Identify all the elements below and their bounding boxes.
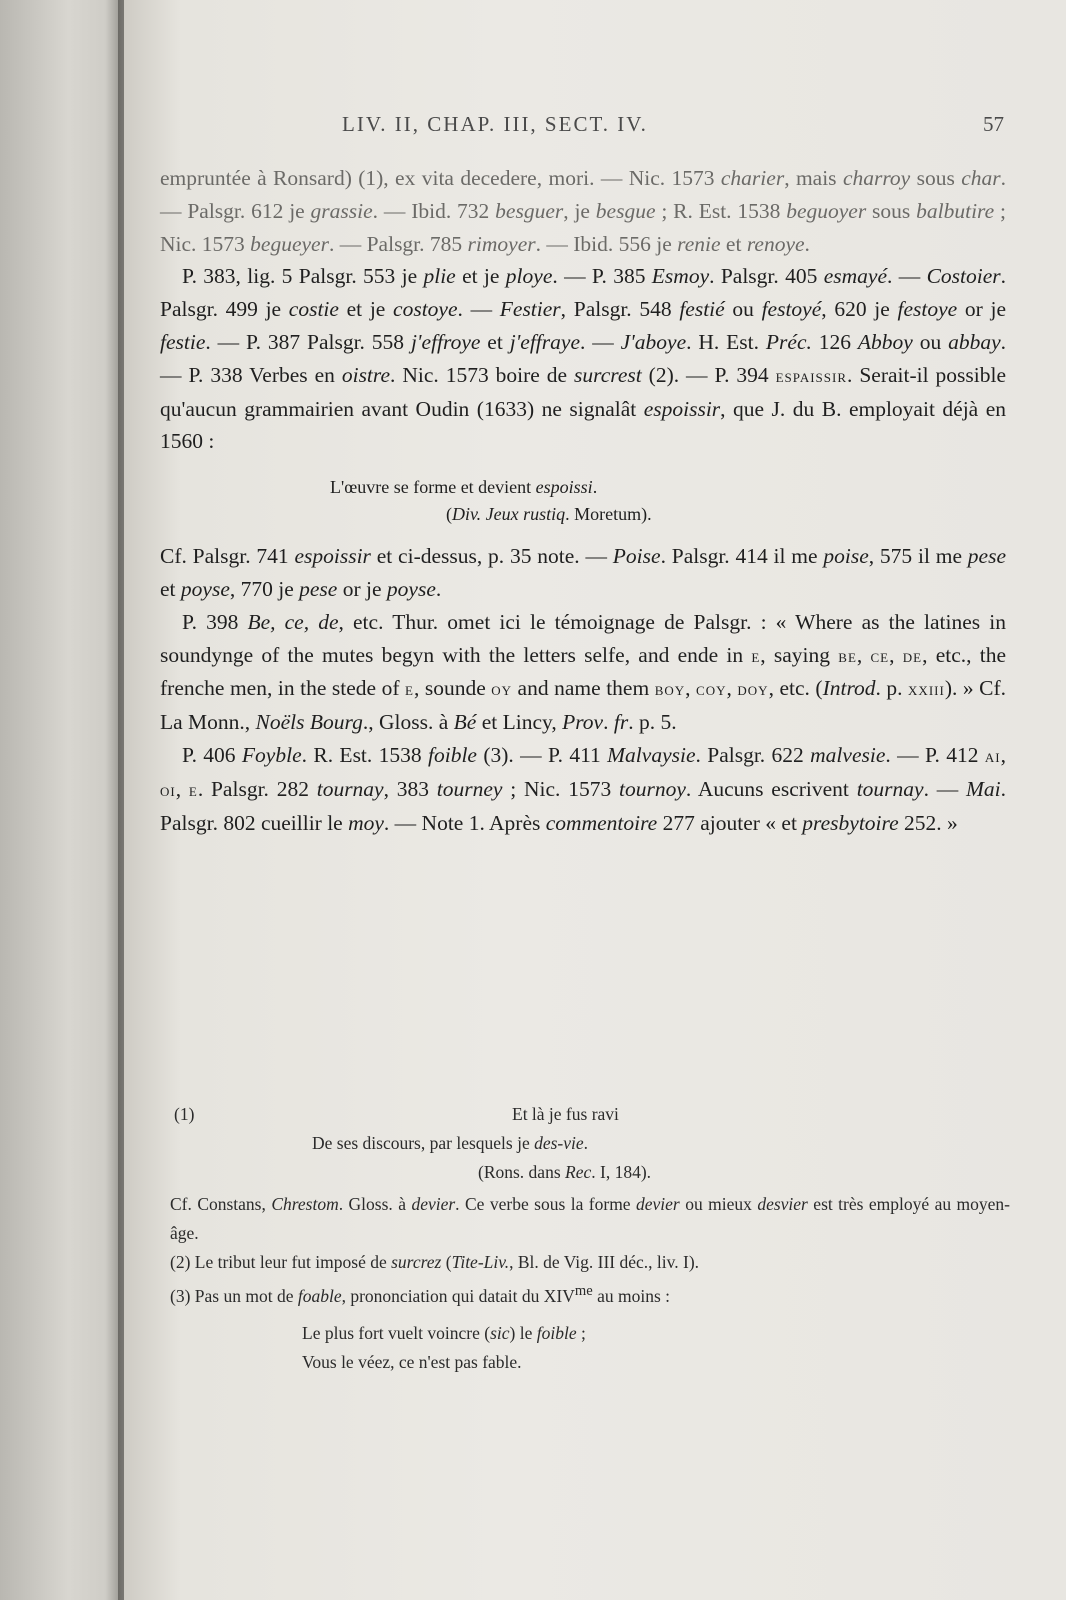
text-run: . Ce verbe sous la forme — [455, 1194, 637, 1214]
text-run: P. 398 — [182, 609, 248, 634]
italic-term: besgue — [595, 198, 656, 223]
italic-term: Be, ce, de — [247, 609, 339, 634]
text-run: ., Gloss. à — [362, 710, 454, 735]
text-run: , 620 je — [821, 297, 898, 322]
italic-term: renie — [677, 231, 721, 256]
footnote-1-verse — [170, 1100, 1010, 1190]
text-run: . I, 184). — [591, 1162, 652, 1182]
footnotes — [170, 1100, 1010, 1377]
small-caps-term: boy — [654, 679, 686, 700]
text-run: me — [574, 1283, 593, 1299]
footnote-2 — [170, 1248, 1010, 1277]
footnote-1-text — [170, 1190, 1010, 1248]
text-run: , Palsgr. 548 — [560, 297, 680, 322]
text-run: , — [726, 676, 738, 701]
text-run: Le plus fort vuelt voincre ( — [302, 1322, 491, 1343]
text-run: . — Palsgr. 612 je — [160, 166, 1007, 223]
text-run: , 770 je — [229, 576, 300, 601]
text-run: . Gloss. à — [338, 1194, 412, 1214]
italic-term: festié — [679, 297, 725, 322]
text-run: . Palsgr. 405 — [709, 264, 824, 289]
text-run: . — [583, 1133, 589, 1153]
text-run: . p. — [875, 676, 909, 701]
text-run: . — P. 387 Palsgr. 558 — [205, 329, 411, 354]
italic-term: surcrez — [391, 1252, 442, 1272]
text-run: ) le — [509, 1322, 537, 1343]
italic-term: pese — [967, 544, 1006, 569]
italic-term: espoissir — [643, 396, 721, 421]
running-head — [124, 112, 1066, 138]
text-run: et Lincy, — [476, 710, 563, 735]
italic-term: charroy — [842, 166, 911, 190]
text-run: . R. Est. 1538 — [301, 742, 429, 767]
text-run: (Rons. dans — [478, 1162, 566, 1182]
footnote-3-verse-line-2 — [170, 1348, 1010, 1377]
text-run: , — [856, 642, 871, 667]
text-run: , — [1000, 742, 1006, 767]
text-run: , saying — [760, 642, 839, 667]
italic-term: tournoy — [618, 776, 686, 801]
text-run: L'œuvre se forme et devient — [330, 477, 536, 498]
footnote-3 — [170, 1277, 1010, 1311]
text-run: . Palsgr. 802 cueillir le — [160, 776, 1007, 835]
italic-term: pese — [299, 576, 338, 601]
text-run: ; Nic. 1573 — [502, 776, 619, 801]
italic-term: rimoyer — [467, 231, 536, 256]
text-run: (3). — P. 411 — [476, 742, 608, 767]
italic-term: tournay — [856, 776, 924, 801]
facing-page-edge — [0, 0, 124, 1600]
italic-term: beguoyer — [786, 198, 867, 223]
verse-line-2 — [312, 1129, 588, 1158]
text-run: et — [480, 329, 510, 354]
italic-term: devier — [636, 1194, 680, 1214]
text-run: ou — [912, 329, 949, 354]
italic-term: malvesie — [810, 742, 886, 767]
italic-term: Bé — [453, 710, 477, 735]
text-run: . — [435, 576, 442, 601]
italic-term: Tite-Liv. — [451, 1252, 510, 1272]
italic-term: ploye — [505, 264, 553, 289]
text-run: . H. Est. — [686, 329, 766, 354]
italic-term: Prov — [562, 710, 604, 735]
quote-source — [160, 501, 1006, 528]
text-run: . — P. 412 — [885, 742, 985, 767]
text-run: . Palsgr. 622 — [695, 742, 811, 767]
small-caps-term: ai — [984, 745, 1001, 766]
paragraph-3 — [160, 540, 1006, 606]
italic-term: Costoier — [926, 264, 1001, 289]
text-run: . — — [457, 297, 500, 322]
text-run: au moins : — [592, 1285, 670, 1306]
small-caps-term: oi — [160, 779, 176, 800]
text-run: . Palsgr. 414 il me — [660, 544, 824, 569]
text-run: sous — [910, 166, 962, 190]
text-run: . — P. 385 — [552, 264, 652, 289]
text-run: . — — [887, 264, 927, 289]
text-run: et je — [455, 264, 506, 289]
verse-line-1 — [512, 1100, 619, 1129]
text-run: Cf. Palsgr. 741 — [160, 544, 295, 569]
italic-term: plie — [423, 264, 456, 289]
text-run: ( — [441, 1252, 452, 1272]
text-run: et — [160, 576, 181, 601]
text-run: , que J. du B. employait déjà en 1560 : — [160, 396, 1006, 454]
page-number: 57 — [983, 112, 1004, 136]
text-run: . — Ibid. 556 je — [535, 231, 678, 256]
small-caps-term: oy — [491, 679, 513, 700]
text-run: et ci-dessus, p. 35 note. — — [370, 544, 613, 569]
italic-term: begueyer — [250, 231, 329, 256]
text-run: ; — [576, 1322, 586, 1343]
text-run: . Aucuns escrivent — [685, 776, 857, 801]
italic-term: balbutire — [916, 198, 995, 223]
italic-term: foable — [297, 1285, 342, 1306]
text-run: (2). — P. 394 — [641, 362, 776, 387]
main-text — [160, 162, 1006, 839]
text-run: or je — [957, 297, 1006, 322]
footnote-1-marker: (1) — [174, 1104, 195, 1124]
text-run: , etc., the frenche men, in the stede of — [160, 642, 1007, 701]
italic-term: esmayé — [823, 264, 887, 289]
footnote-3-verse-line-1 — [170, 1319, 1010, 1348]
verse-source — [478, 1158, 651, 1187]
text-run: , 575 il me — [868, 544, 968, 569]
text-run: . — Palsgr. 785 — [328, 231, 468, 256]
paragraph-4 — [160, 606, 1006, 739]
italic-term: sic — [490, 1322, 510, 1343]
text-run: , Bl. de Vig. III déc., liv. I). — [509, 1252, 700, 1272]
text-run: ; Nic. 1573 — [160, 198, 1006, 256]
text-run: or je — [337, 576, 387, 601]
italic-term: costie — [288, 297, 339, 322]
text-run: 126 — [811, 329, 858, 354]
italic-term: besguer — [495, 198, 564, 223]
text-run: ou — [724, 297, 762, 322]
text-run: . — — [579, 329, 621, 354]
running-head-title: LIV. II, CHAP. III, SECT. IV. — [342, 112, 648, 136]
text-run: . — [592, 477, 598, 498]
italic-term: Abboy — [857, 329, 913, 354]
italic-term: foible — [536, 1322, 577, 1343]
text-run: , je — [563, 198, 596, 223]
small-caps-term: e — [188, 779, 198, 800]
italic-term: poise — [823, 544, 869, 569]
italic-term: desvier — [757, 1194, 808, 1214]
italic-term: abbay — [948, 329, 1001, 354]
italic-term: commentoire — [545, 810, 658, 835]
quote-line-1 — [160, 474, 1006, 501]
text-run: Vous le véez, ce n'est pas fable. — [302, 1351, 522, 1372]
text-run: , etc. ( — [768, 676, 823, 701]
small-caps-term: xxiii — [908, 679, 945, 700]
text-run: (3) Pas un mot de — [170, 1285, 298, 1306]
text-run: 277 ajouter « et — [657, 810, 803, 835]
small-caps-term: ce — [870, 645, 890, 666]
italic-term: Préc. — [765, 329, 812, 354]
text-run: P. 383, lig. 5 Palsgr. 553 je — [182, 264, 424, 289]
italic-term: Malvaysie — [607, 742, 696, 767]
small-caps-term: be — [838, 645, 857, 666]
italic-term: j'effraye — [509, 329, 580, 354]
text-run: . Palsgr. 499 je — [160, 264, 1007, 322]
italic-term: poyse — [180, 576, 230, 601]
text-run: , mais — [784, 166, 843, 190]
text-run: , etc. Thur. omet ici le témoignage de Palsgr. : « Where as the latines in soundynge of the mutes begyn with the letters selfe, and ende in — [160, 609, 1006, 667]
small-caps-term: coy — [696, 679, 727, 700]
text-run: . — Ibid. 732 — [372, 198, 496, 223]
italic-term: Noëls Bourg — [255, 710, 363, 735]
text-run: , — [685, 676, 697, 701]
italic-term: costoye — [393, 297, 458, 322]
paragraph-5 — [160, 739, 1006, 839]
italic-term: espoissi — [535, 477, 593, 498]
text-run: 252. » — [898, 810, 958, 835]
text-run: . — Note 1. Après — [383, 810, 546, 835]
italic-term: Mai — [966, 776, 1001, 801]
italic-term: Festier — [499, 297, 561, 322]
italic-term: Foyble — [241, 742, 302, 767]
italic-term: Rec — [565, 1162, 592, 1182]
text-run: . Nic. 1573 boire de — [390, 362, 575, 387]
italic-term: Esmoy — [651, 264, 710, 289]
text-run: Et là je fus ravi — [512, 1104, 619, 1124]
italic-term: des-vie — [534, 1133, 584, 1153]
italic-term: Poise — [612, 544, 661, 569]
text-run: . p. 5. — [628, 710, 677, 735]
block-quote — [160, 474, 1006, 528]
book-page — [124, 0, 1066, 1600]
italic-term: Introd — [822, 676, 876, 701]
italic-term: festoyé — [761, 297, 822, 322]
italic-term: poyse — [386, 576, 436, 601]
text-run: . — [603, 710, 614, 735]
text-run: . — P. 338 Verbes en — [160, 329, 1007, 387]
text-run: . — [804, 231, 810, 256]
small-caps-term: espaissir — [775, 365, 847, 386]
text-run: , sounde — [413, 676, 492, 701]
text-run: ou mieux — [679, 1194, 758, 1214]
italic-term: festoye — [897, 297, 958, 322]
italic-term: j'effroye — [410, 329, 481, 354]
text-run: et je — [338, 297, 394, 322]
text-run: ). » Cf. La Monn., — [160, 676, 1006, 735]
text-run: est très employé au moyen-âge. — [170, 1194, 1010, 1243]
italic-term: Div. Jeux rustiq — [452, 504, 566, 525]
italic-term: moy — [348, 810, 384, 835]
paragraph-1 — [160, 162, 1006, 260]
italic-term: devier — [411, 1194, 456, 1214]
small-caps-term: e — [751, 645, 761, 666]
italic-term: fr — [613, 710, 629, 735]
text-run: P. 406 — [182, 742, 242, 767]
text-run: , — [889, 642, 903, 667]
text-run: . Moretum). — [565, 504, 652, 525]
text-run: . Palsgr. 282 — [197, 776, 317, 801]
italic-term: espoissir — [294, 544, 371, 569]
text-run: , — [175, 776, 189, 801]
text-run: empruntée à Ronsard) (1), ex vita decedere, mori. — Nic. 1573 — [160, 166, 721, 190]
paragraph-2 — [160, 260, 1006, 458]
italic-term: J'aboye — [620, 329, 687, 354]
text-run: , 383 — [383, 776, 437, 801]
italic-term: festie — [160, 329, 206, 354]
italic-term: tournay — [316, 776, 384, 801]
small-caps-term: e — [405, 679, 414, 700]
italic-term: grassie — [310, 198, 373, 223]
italic-term: foible — [428, 742, 477, 767]
italic-term: renoye — [746, 231, 805, 256]
text-run: sous — [866, 198, 917, 223]
small-caps-term: doy — [737, 679, 769, 700]
text-run: ; R. Est. 1538 — [655, 198, 787, 223]
italic-term: surcrest — [574, 362, 642, 387]
italic-term: oistre — [341, 362, 391, 387]
small-caps-term: de — [902, 645, 923, 666]
text-run: De ses discours, par lesquels je — [312, 1133, 535, 1153]
text-run: Cf. Constans, — [170, 1194, 272, 1214]
text-run: . Serait-il possible qu'aucun grammairien avant Oudin (1633) ne signalât — [160, 362, 1006, 421]
italic-term: Chrestom — [271, 1194, 339, 1214]
italic-term: presbytoire — [802, 810, 899, 835]
text-run: (2) Le tribut leur fut imposé de — [170, 1252, 392, 1272]
italic-term: charier — [720, 166, 785, 190]
text-run: and name them — [512, 676, 655, 701]
text-run: ( — [446, 504, 452, 525]
italic-term: tourney — [436, 776, 503, 801]
text-run: . — — [923, 776, 967, 801]
text-run: et — [720, 231, 747, 256]
text-run: , prononciation qui datait du XIV — [341, 1285, 575, 1306]
italic-term: char — [961, 166, 1001, 190]
